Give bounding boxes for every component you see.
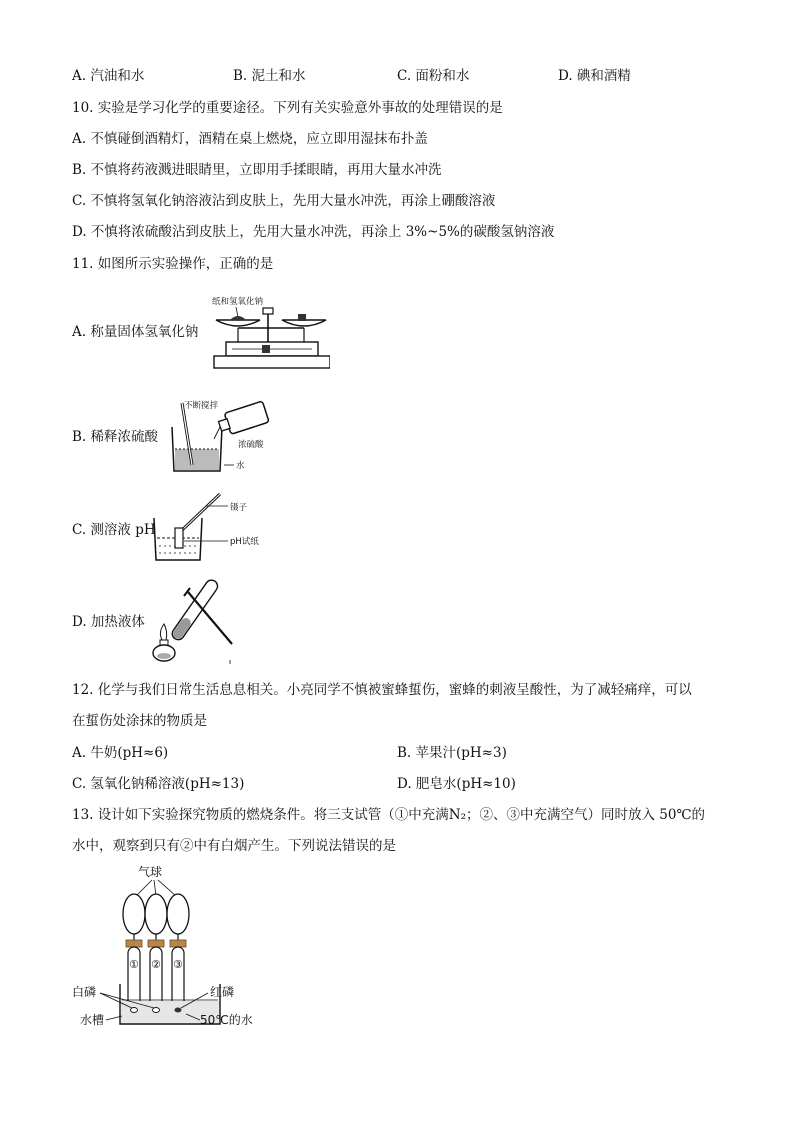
water-temp-label: 50℃的水 (200, 1013, 253, 1027)
q10-option-d: D. 不慎将浓硫酸沾到皮肤上，先用大量水冲洗，再涂上 3%~5%的碳酸氢钠溶液 (72, 224, 555, 240)
heating-figure (148, 574, 240, 666)
tube-3-label: ③ (173, 958, 183, 971)
q12-option-d: D. 肥皂水(pH≈10) (397, 776, 516, 792)
ph-paper-label: pH试纸 (230, 537, 259, 547)
paper-naoh-label: 纸和氢氧化钠 (212, 297, 264, 307)
ph-test-figure (150, 488, 270, 564)
tube-2-label: ② (151, 958, 161, 971)
q12-stem-line2: 在蜇伤处涂抹的物质是 (72, 713, 207, 729)
q11-option-b-label: B. 稀释浓硫酸 (72, 429, 159, 445)
q12-option-b: B. 苹果汁(pH≈3) (397, 745, 507, 761)
trough-label: 水槽 (80, 1013, 105, 1027)
q11-option-c-label: C. 测溶液 pH (72, 522, 156, 538)
tube-1-label: ① (129, 958, 139, 971)
balance-figure (200, 290, 330, 374)
q10-option-b: B. 不慎将药液溅进眼睛里，立即用手揉眼睛，再用大量水冲洗 (72, 162, 442, 178)
combustion-figure (70, 860, 270, 1030)
q10-stem: 10. 实验是学习化学的重要途径。下列有关实验意外事故的处理错误的是 (72, 100, 503, 116)
q11-stem: 11. 如图所示实验操作，正确的是 (72, 256, 274, 272)
q13-stem-line2: 水中，观察到只有②中有白烟产生。下列说法错误的是 (72, 838, 396, 854)
q11-option-d-label: D. 加热液体 (72, 614, 145, 630)
q9-option-b: B. 泥土和水 (233, 68, 306, 84)
q13-stem-line1: 13. 设计如下实验探究物质的燃烧条件。将三支试管（①中充满N₂；②、③中充满空气）同时放入 50℃的 (72, 807, 706, 823)
q11-option-a-label: A. 称量固体氢氧化钠 (72, 324, 199, 340)
q12-stem-line1: 12. 化学与我们日常生活息息相关。小亮同学不慎被蜜蜂蜇伤，蜜蜂的刺液呈酸性，为了减轻痛痒，可以 (72, 682, 692, 698)
q9-option-d: D. 碘和酒精 (558, 68, 631, 84)
q12-option-a: A. 牛奶(pH≈6) (72, 745, 169, 761)
tweezers-label: 镊子 (230, 503, 248, 513)
q10-option-a: A. 不慎碰倒酒精灯，酒精在桌上燃烧，应立即用湿抹布扑盖 (72, 131, 428, 147)
conc-acid-label: 浓硫酸 (238, 440, 264, 450)
q9-option-c: C. 面粉和水 (397, 68, 470, 84)
red-phosphorus-label: 红磷 (210, 985, 235, 999)
q9-option-a: A. 汽油和水 (72, 68, 145, 84)
dilution-figure (162, 395, 282, 473)
white-phosphorus-label: 白磷 (72, 985, 97, 999)
q10-option-c: C. 不慎将氢氧化钠溶液沾到皮肤上，先用大量水冲洗，再涂上硼酸溶液 (72, 193, 496, 209)
q12-option-c: C. 氢氧化钠稀溶液(pH≈13) (72, 776, 245, 792)
stir-label: 不断搅拌 (184, 401, 219, 411)
water-label: 水 (236, 461, 245, 471)
balloon-label: 气球 (138, 865, 163, 879)
